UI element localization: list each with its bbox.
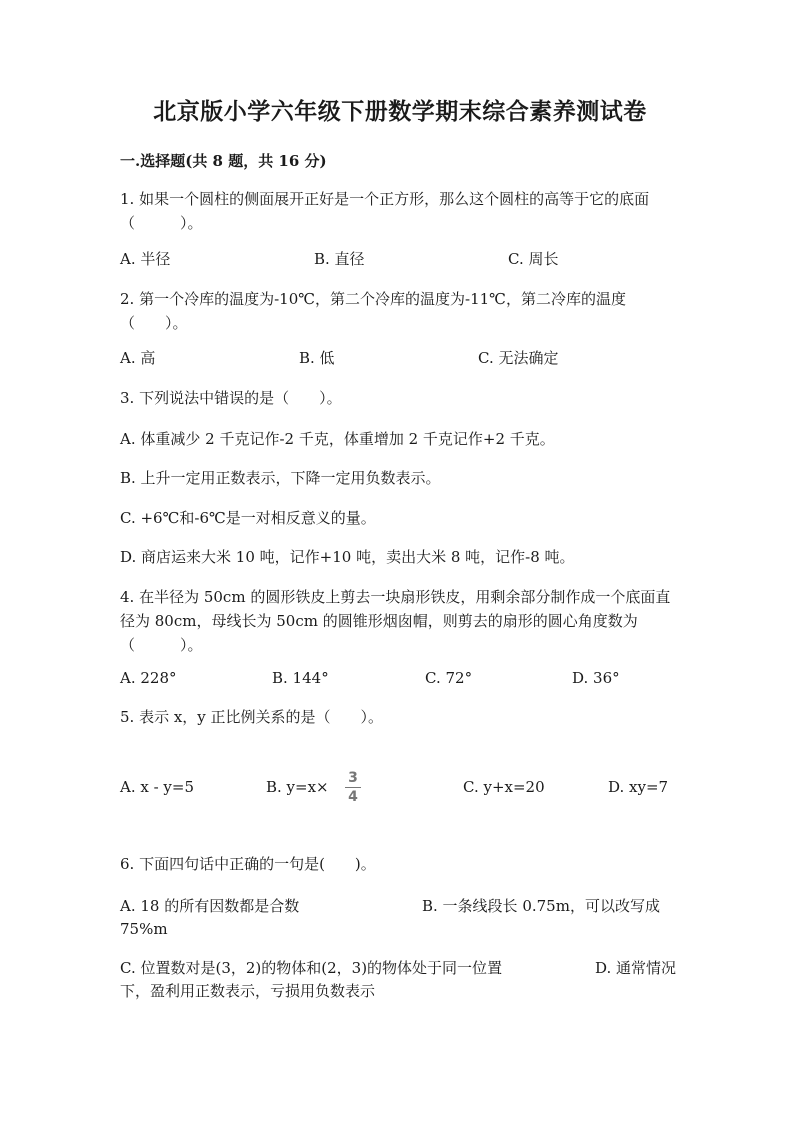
question-4-text: 4. 在半径为 50cm 的圆形铁皮上剪去一块扇形铁皮，用剩余部分制作成一个底面直径为 80cm，母线长为 50cm 的圆锥形烟囱帽，则剪去的扇形的圆心角度数为（ ）。 [120, 588, 671, 654]
question-6-option-b[interactable]: B. 一条线段长 0.75m，可以改写成 [422, 897, 660, 915]
question-4-option-b[interactable]: B. 144° [272, 669, 329, 687]
question-6-option-d-continued: 下，盈利用正数表示，亏损用负数表示 [120, 982, 376, 1000]
question-3-option-c[interactable]: C. +6℃和-6℃是一对相反意义的量。 [120, 509, 376, 527]
question-2-option-a[interactable]: A. 高 [120, 349, 156, 367]
question-6-option-b-continued: 75%m [120, 920, 168, 938]
question-6-option-c[interactable]: C. 位置数对是(3，2)的物体和(2，3)的物体处于同一位置 [120, 959, 503, 977]
question-5-option-c[interactable]: C. y+x=20 [463, 778, 545, 796]
question-3-option-b[interactable]: B. 上升一定用正数表示，下降一定用负数表示。 [120, 469, 441, 487]
question-4-option-a[interactable]: A. 228° [120, 669, 177, 687]
question-2-option-c[interactable]: C. 无法确定 [478, 349, 559, 367]
question-1-text: 1. 如果一个圆柱的侧面展开正好是一个正方形，那么这个圆柱的高等于它的底面（ ）。 [120, 190, 650, 232]
question-5-option-b[interactable]: B. y=x× [266, 778, 329, 796]
question-5-option-d[interactable]: D. xy=7 [608, 778, 669, 796]
question-2-option-b[interactable]: B. 低 [299, 349, 335, 367]
question-3-option-d[interactable]: D. 商店运来大米 10 吨，记作+10 吨，卖出大米 8 吨，记作-8 吨。 [120, 548, 575, 566]
question-4-option-d[interactable]: D. 36° [572, 669, 620, 687]
fraction-bar [345, 787, 361, 788]
question-5-option-a[interactable]: A. x - y=5 [120, 778, 195, 796]
question-5-fraction [343, 770, 363, 805]
question-2-text: 2. 第一个冷库的温度为-10℃，第二个冷库的温度为-11℃，第二冷库的温度（ ）。 [120, 290, 626, 332]
question-6-text: 6. 下面四句话中正确的一句是( )。 [120, 855, 376, 873]
fraction-numerator: 3 [348, 770, 358, 786]
question-3-option-a[interactable]: A. 体重减少 2 千克记作-2 千克，体重增加 2 千克记作+2 千克。 [120, 430, 555, 448]
question-1-option-a[interactable]: A. 半径 [120, 250, 171, 268]
section-heading: 一.选择题(共 8 题，共 16 分) [120, 152, 327, 170]
question-4-option-c[interactable]: C. 72° [425, 669, 473, 687]
question-3-text: 3. 下列说法中错误的是（ ）。 [120, 389, 342, 407]
question-5-text: 5. 表示 x，y 正比例关系的是（ ）。 [120, 708, 384, 726]
question-1-option-c[interactable]: C. 周长 [508, 250, 559, 268]
question-6-option-d[interactable]: D. 通常情况 [595, 959, 677, 977]
question-6-option-a[interactable]: A. 18 的所有因数都是合数 [120, 897, 300, 915]
page-title: 北京版小学六年级下册数学期末综合素养测试卷 [153, 98, 647, 125]
question-1-option-b[interactable]: B. 直径 [314, 250, 365, 268]
fraction-denominator: 4 [348, 789, 358, 805]
